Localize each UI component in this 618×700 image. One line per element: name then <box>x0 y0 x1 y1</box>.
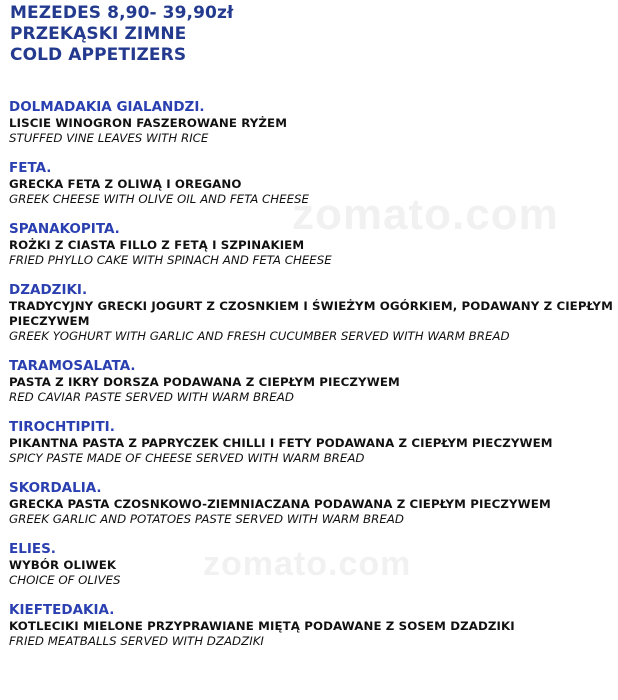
zomato-watermark: zomato.com <box>292 190 559 239</box>
dish-name: SKORDALIA. <box>9 480 102 496</box>
menu-header <box>10 3 233 66</box>
dish-name: DZADZIKI. <box>9 282 88 298</box>
dish-description-pl: TRADYCYJNY GRECKI JOGURT Z CZOSNKIEM I ŚWIEŻYM OGÓRKIEM, PODAWANY Z CIEPŁYM PIECZYWEM <box>9 299 613 328</box>
dish-name: ELIES. <box>9 541 56 557</box>
dish-description-pl: ROŻKI Z CIASTA FILLO Z FETĄ I SZPINAKIEM <box>9 238 305 252</box>
menu-item <box>9 282 614 344</box>
dish-name: KIEFTEDAKIA. <box>9 602 115 618</box>
dish-description-en: SPICY PASTE MADE OF CHEESE SERVED WITH WARM BREAD <box>9 451 365 465</box>
dish-description-pl: WYBÓR OLIWEK <box>9 558 117 572</box>
dish-description-pl: KOTLECIKI MIELONE PRZYPRAWIANE MIĘTĄ PODAWANE Z SOSEM DZADZIKI <box>9 619 515 633</box>
dish-name: SPANAKOPITA. <box>9 221 120 237</box>
menu-item <box>9 541 614 588</box>
price-range-heading: MEZEDES 8,90- 39,90zł <box>10 3 234 23</box>
zomato-watermark: zomato.com <box>203 545 412 583</box>
dish-description-en: GREEK GARLIC AND POTATOES PASTE SERVED WITH WARM BREAD <box>9 512 404 526</box>
dish-description-en: FRIED MEATBALLS SERVED WITH DZADZIKI <box>9 634 264 648</box>
menu-item <box>9 419 614 466</box>
dish-description-pl: GRECKA PASTA CZOSNKOWO-ZIEMNIACZANA PODAWANA Z CIEPŁYM PIECZYWEM <box>9 497 551 511</box>
dish-name: FETA. <box>9 160 52 176</box>
dish-description-en: CHOICE OF OLIVES <box>9 573 121 587</box>
menu-item <box>9 160 614 207</box>
dish-description-pl: PIKANTNA PASTA Z PAPRYCZEK CHILLI I FETY PODAWANA Z CIEPŁYM PIECZYWEM <box>9 436 553 450</box>
dish-description-pl: PASTA Z IKRY DORSZA PODAWANA Z CIEPŁYM PIECZYWEM <box>9 375 400 389</box>
dish-description-pl: LISCIE WINOGRON FASZEROWANE RYŻEM <box>9 116 288 130</box>
dish-description-en: STUFFED VINE LEAVES WITH RICE <box>9 131 209 145</box>
dish-description-en: GREEK CHEESE WITH OLIVE OIL AND FETA CHEESE <box>9 192 309 206</box>
menu-item <box>9 480 614 527</box>
dish-description-en: GREEK YOGHURT WITH GARLIC AND FRESH CUCUMBER SERVED WITH WARM BREAD <box>9 329 510 343</box>
dish-name: TARAMOSALATA. <box>9 358 136 374</box>
menu-item <box>9 99 614 146</box>
dish-description-en: RED CAVIAR PASTE SERVED WITH WARM BREAD <box>9 390 294 404</box>
dish-description-pl: GRECKA FETA Z OLIWĄ I OREGANO <box>9 177 242 191</box>
menu-item <box>9 221 614 268</box>
section-title-en: COLD APPETIZERS <box>10 45 187 65</box>
section-title-pl: PRZEKĄSKI ZIMNE <box>10 24 187 44</box>
menu-item-list <box>9 99 614 663</box>
dish-name: DOLMADAKIA GIALANDZI. <box>9 99 205 115</box>
dish-name: TIROCHTIPITI. <box>9 419 115 435</box>
menu-item <box>9 358 614 405</box>
menu-item <box>9 602 614 649</box>
dish-description-en: FRIED PHYLLO CAKE WITH SPINACH AND FETA CHEESE <box>9 253 332 267</box>
